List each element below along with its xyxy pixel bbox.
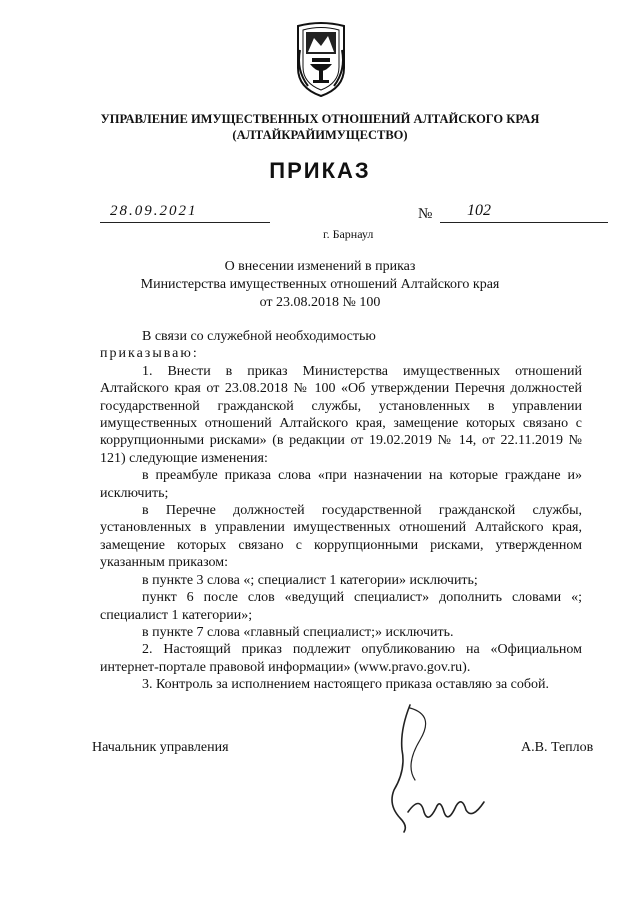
document-body — [100, 328, 582, 694]
order-word: приказываю: — [100, 346, 199, 362]
handwritten-signature — [380, 700, 500, 840]
document-subject — [0, 258, 640, 312]
signer-name: А.В. Теплов — [521, 740, 594, 755]
preamble-text: В связи со служебной необходимостью — [142, 329, 376, 344]
paragraph-1a: в преамбуле приказа слова «при назначении на которые граждане и» исключить; — [100, 468, 582, 501]
document-city: г. Барнаул — [323, 227, 374, 241]
organization-name — [0, 111, 640, 143]
subject-line2: Министерства имущественных отношений Алтайского края — [140, 277, 500, 292]
subject-line3: от 23.08.2018 № 100 — [259, 295, 381, 310]
paragraph-1: 1. Внести в приказ Министерства имущественных отношений Алтайского края от 23.08.2018 № 100 «Об утверждении Перечня должностей государственной гражданской службы, установленных в управлении имущественных отношений Алтайского края, замещение которых связано с коррупционными рисками» (в редакции от 19.02.2019 № 14, от 22.11.2019 № 121) следующие изменения: — [100, 363, 582, 466]
number-underline — [440, 222, 608, 223]
paragraph-1b3: в пункте 7 слова «главный специалист;» исключить. — [142, 624, 454, 640]
coat-of-arms-emblem — [294, 20, 348, 98]
paragraph-2: 2. Настоящий приказ подлежит опубликованию на «Официальном интернет-портале правовой информации» (www.pravo.gov.ru). — [100, 642, 582, 675]
document-type-title: ПРИКАЗ — [269, 158, 371, 183]
organization-name-line2: (АЛТАЙКРАЙИМУЩЕСТВО) — [232, 128, 408, 142]
paragraph-3: 3. Контроль за исполнением настоящего приказа оставляю за собой. — [142, 677, 550, 693]
paragraph-1b1: в пункте 3 слова «; специалист 1 категории» исключить; — [142, 572, 478, 588]
paragraph-1b: в Перечне должностей государственной гражданской службы, установленных в управлении имущественных отношений Алтайского края, замещение которых связано с коррупционными рисками, утвержденном указанным приказом: — [100, 503, 582, 571]
signer-position: Начальник управления — [92, 740, 229, 755]
number-sign: № — [418, 206, 433, 222]
organization-name-line1: УПРАВЛЕНИЕ ИМУЩЕСТВЕННЫХ ОТНОШЕНИЙ АЛТАЙСКОГО КРАЯ — [100, 112, 540, 126]
document-date: 28.09.2021 — [110, 203, 198, 219]
paragraph-1b2: пункт 6 после слов «ведущий специалист» дополнить словами «; специалист 1 категории»; — [100, 590, 582, 623]
document-number: 102 — [467, 202, 491, 219]
subject-line1: О внесении изменений в приказ — [224, 259, 416, 274]
date-underline — [100, 222, 270, 223]
